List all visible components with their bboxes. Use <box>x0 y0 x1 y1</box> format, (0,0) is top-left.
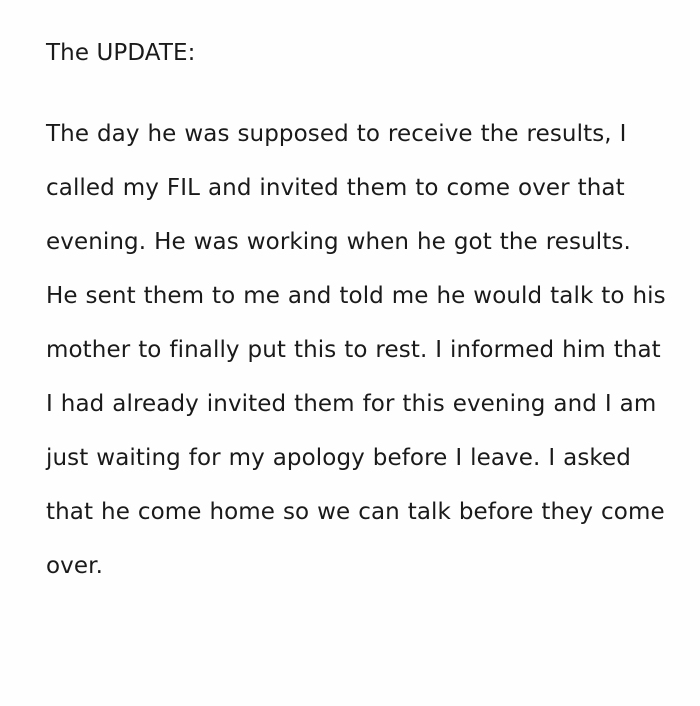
update-paragraph: The day he was supposed to receive the results, I called my FIL and invited them to come over that evening. He was working when he got the results. He sent them to me and told me he would talk to his mother to finally put this to rest. I informed him that I had already invited them for this evening and I am just waiting for my apology before I leave. I asked that he come home so we can talk before they come over. <box>46 120 666 579</box>
page-title: The UPDATE: <box>46 40 196 66</box>
